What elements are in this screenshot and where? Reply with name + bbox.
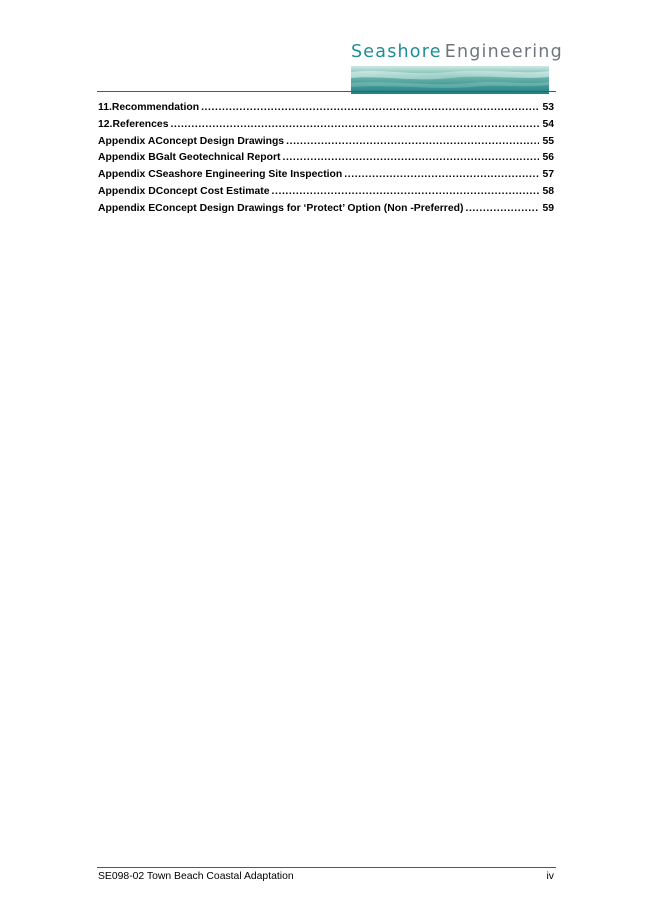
toc-entry-number: 12. (98, 118, 113, 130)
appendix-label: Appendix D (98, 185, 156, 197)
logo-word-seashore: Seashore (351, 42, 442, 62)
toc-entry-title: Concept Design Drawings for ‘Protect’ Option (Non -Preferred) (155, 202, 464, 214)
toc-entry-page: 56 (542, 152, 554, 164)
logo-wordmark (351, 42, 563, 62)
logo-word-engineering: Engineering (444, 42, 563, 62)
toc-dot-leader (170, 117, 539, 134)
toc-dot-leader (344, 167, 539, 184)
toc-entry-appendix-c[interactable] (98, 167, 554, 184)
page-footer (98, 871, 554, 882)
toc-dot-leader (282, 150, 539, 167)
toc-dot-leader (201, 100, 539, 117)
appendix-label: Appendix B (98, 152, 156, 164)
footer-divider (97, 867, 556, 868)
toc-entry-title: Recommendation (111, 102, 200, 113)
footer-document-title: SE098-02 Town Beach Coastal Adaptation (98, 871, 294, 882)
appendix-label: Appendix C (98, 169, 156, 181)
table-of-contents (98, 100, 554, 218)
footer-page-number: iv (546, 871, 554, 882)
header-divider (97, 91, 556, 92)
logo-wave-band (351, 66, 549, 94)
toc-entry-page: 58 (542, 185, 554, 197)
toc-entry-recommendation[interactable] (98, 100, 554, 117)
toc-entry-appendix-a[interactable] (98, 134, 554, 151)
appendix-label: Appendix A (98, 135, 156, 147)
toc-entry-appendix-d[interactable] (98, 184, 554, 201)
toc-entry-title: Seashore Engineering Site Inspection (155, 169, 343, 181)
toc-entry-page: 59 (542, 202, 554, 214)
toc-entry-title: Concept Cost Estimate (155, 185, 270, 197)
toc-entry-page: 54 (542, 118, 554, 130)
toc-dot-leader (271, 184, 539, 201)
toc-entry-page: 57 (542, 169, 554, 181)
toc-entry-appendix-e[interactable] (98, 201, 554, 218)
toc-entry-appendix-b[interactable] (98, 150, 554, 167)
company-logo (351, 42, 563, 94)
toc-entry-number: 11. (98, 102, 112, 113)
toc-entry-page: 53 (542, 102, 554, 113)
toc-dot-leader (465, 201, 539, 218)
toc-entry-title: References (112, 118, 169, 130)
toc-entry-references[interactable] (98, 117, 554, 134)
toc-entry-page: 55 (542, 135, 554, 147)
toc-dot-leader (286, 134, 539, 151)
toc-entry-title: Concept Design Drawings (155, 135, 285, 147)
toc-entry-title: Galt Geotechnical Report (155, 152, 281, 164)
appendix-label: Appendix E (98, 202, 156, 214)
